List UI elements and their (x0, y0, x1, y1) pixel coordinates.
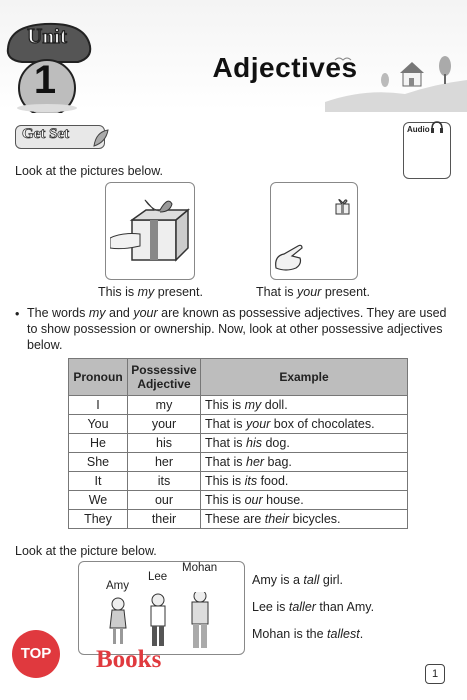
sentence-text: than Amy. (315, 600, 375, 614)
example-text: box of chocolates. (270, 417, 375, 431)
sentence-text: girl. (319, 573, 344, 587)
example-text: That is (205, 436, 246, 450)
pronoun-cell: We (69, 491, 128, 510)
pronoun-cell: She (69, 453, 128, 472)
example-text: That is (205, 417, 246, 431)
sentence-lee (252, 599, 374, 615)
sentence-amy (252, 572, 343, 588)
child-label-mohan: Mohan (182, 562, 218, 574)
example-italic: its (244, 474, 258, 488)
gift-box-icon (110, 190, 190, 275)
page-title: Adjectives (212, 52, 358, 83)
table-row (69, 434, 408, 453)
possessive-adjective-cell: her (128, 453, 201, 472)
example-text: This is (205, 493, 245, 507)
example-cell (201, 396, 408, 415)
caption-text: That is (256, 285, 298, 299)
example-text: food. (257, 474, 289, 488)
table-row (69, 415, 408, 434)
instruction-text: Look at the pictures below. (15, 164, 164, 178)
table-row (69, 396, 408, 415)
audio-label: Audio (407, 125, 430, 134)
page-number: 1 (425, 664, 445, 684)
example-text: bag. (264, 455, 292, 469)
sentence-italic: taller (288, 600, 316, 614)
example-cell (201, 453, 408, 472)
possessive-adjective-cell: your (128, 415, 201, 434)
instruction-text-2: Look at the picture below. (15, 544, 157, 558)
table-row (69, 472, 408, 491)
caption-text: present. (154, 285, 203, 299)
header-example: Example (201, 359, 408, 396)
caption-text: present. (321, 285, 370, 299)
paragraph-text: are known as possessive adjectives. They are used to show possession or ownership. Now, look at other possessive adjectives below. (27, 306, 447, 352)
caption-italic: my (137, 285, 155, 299)
example-italic: her (246, 455, 265, 469)
paragraph-text: The words (27, 306, 89, 320)
example-italic: his (246, 436, 262, 450)
child-label-amy: Amy (106, 580, 129, 592)
pronoun-cell: I (69, 396, 128, 415)
sentence-text: Lee is (252, 600, 289, 614)
small-gift-icon (333, 196, 353, 216)
example-italic: your (246, 417, 271, 431)
possessive-adjectives-table (68, 358, 408, 529)
table-header-row (69, 359, 408, 396)
sentence-text: Amy is a (252, 573, 304, 587)
table-row (69, 510, 408, 529)
example-italic: their (264, 512, 290, 526)
possessive-adjective-cell: my (128, 396, 201, 415)
child-label-lee: Lee (148, 571, 168, 583)
leaf-icon (92, 128, 110, 148)
landscape-illustration (325, 40, 467, 112)
bullet-paragraph (27, 305, 455, 353)
caption-my-present (88, 285, 213, 299)
sentence-italic: tall (303, 573, 320, 587)
example-text: This is (205, 474, 245, 488)
possessive-adjective-cell: his (128, 434, 201, 453)
books-logo: Books (96, 646, 162, 673)
pointing-hand-icon (272, 238, 312, 274)
sentence-text: Mohan is the (252, 627, 328, 641)
paragraph-italic: my (88, 306, 106, 320)
example-text: That is (205, 455, 246, 469)
unit-label: Unit (27, 24, 67, 48)
possessive-adjective-cell: their (128, 510, 201, 529)
example-text: These are (205, 512, 265, 526)
pronoun-cell: It (69, 472, 128, 491)
bullet-marker: • (15, 307, 20, 321)
example-cell (201, 472, 408, 491)
possessive-adjective-cell: its (128, 472, 201, 491)
table-row (69, 453, 408, 472)
example-text: house. (262, 493, 304, 507)
pronoun-cell: You (69, 415, 128, 434)
header-possessive-adjective: Possessive Adjective (128, 359, 201, 396)
example-cell (201, 415, 408, 434)
pronoun-cell: He (69, 434, 128, 453)
table-row (69, 491, 408, 510)
example-cell (201, 510, 408, 529)
example-italic: our (244, 493, 263, 507)
paragraph-italic: your (133, 306, 158, 320)
paragraph-text: and (105, 306, 134, 320)
example-italic: my (244, 398, 262, 412)
top-logo: TOP (12, 630, 60, 678)
headphones-icon[interactable] (430, 120, 444, 134)
example-cell (201, 491, 408, 510)
caption-italic: your (297, 285, 322, 299)
possessive-adjective-cell: our (128, 491, 201, 510)
example-text: bicycles. (289, 512, 341, 526)
caption-text: This is (98, 285, 138, 299)
unit-number: 1 (33, 58, 57, 102)
example-text: dog. (261, 436, 290, 450)
example-text: This is (205, 398, 245, 412)
example-text: doll. (261, 398, 288, 412)
get-set-label: Get Set (22, 126, 70, 142)
sentence-italic: tallest (327, 627, 360, 641)
sentence-text: . (359, 627, 364, 641)
children-illustration (100, 592, 230, 650)
sentence-mohan (252, 626, 363, 642)
example-cell (201, 434, 408, 453)
header-pronoun: Pronoun (69, 359, 128, 396)
caption-your-present (248, 285, 378, 299)
pronoun-cell: They (69, 510, 128, 529)
